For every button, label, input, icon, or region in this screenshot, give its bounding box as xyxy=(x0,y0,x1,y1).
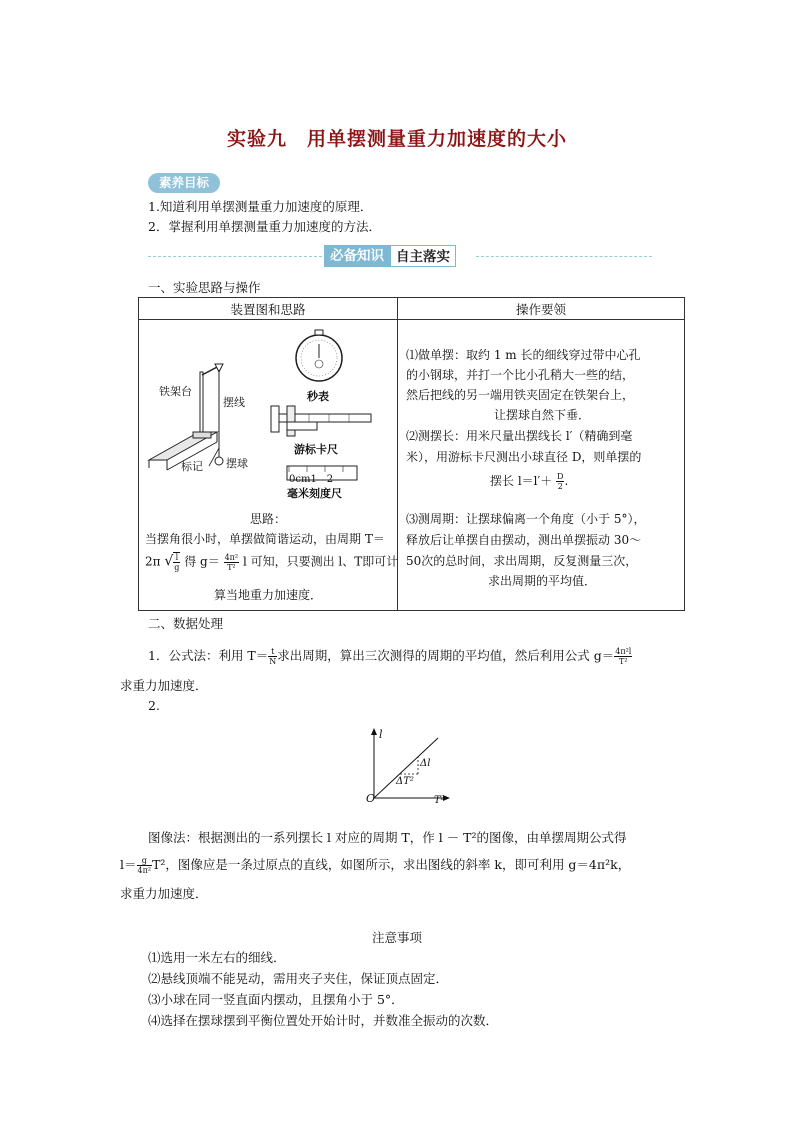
idea-line2: 2π √ $\frac{l}{g}$ 得 g＝ $\frac{\text{4π²}}{\text{T²}}$ l 可知，只要测出 l、T即可计 xyxy=(145,552,399,572)
op2-c-text: 摆长 l＝l′＋ xyxy=(490,474,553,488)
banner-rule-right xyxy=(476,256,652,257)
formula-a: 1．公式法：利用 T＝ xyxy=(148,648,269,663)
graph-text-3: 求重力加速度． xyxy=(120,886,208,901)
formula-b: 求出周期，算出三次测得的周期的平均值，然后利用公式 g＝ xyxy=(277,648,615,663)
op1-c: 然后把线的另一端用铁夹固定在铁架台上， xyxy=(406,388,635,402)
op3-a: ⑶测周期：让摆球偏离一个角度（小于 5°）， xyxy=(406,512,646,526)
section2-heading: 二、数据处理 xyxy=(148,616,224,631)
section-banner xyxy=(324,245,456,267)
graph-text-2 xyxy=(120,855,630,875)
idea-rad-d: g xyxy=(174,563,180,572)
label-ball: 摆球 xyxy=(226,457,248,470)
op2-a: ⑵测摆长：用米尺量出摆线长 l′（精确到毫 xyxy=(406,429,633,443)
apparatus-cell xyxy=(139,320,398,611)
graph-text-2b: T²，图像应是一条过原点的直线，如图所示，求出图线的斜率 k，即可利用 g＝4π²k， xyxy=(152,857,631,872)
banner-left: 必备知识 xyxy=(324,245,390,267)
idea-2pi: 2π xyxy=(145,554,161,569)
op2-c xyxy=(490,472,568,491)
op1-a: ⑴做单摆：取约 1 m 长的细线穿过带中心孔 xyxy=(406,348,641,362)
op2-frac-d: 2 xyxy=(557,482,563,491)
banner-right: 自主落实 xyxy=(390,245,456,267)
note-item: ⑵悬线顶端不能晃动，需用夹子夹住，保证顶点固定． xyxy=(148,971,449,986)
idea-rad-n: l xyxy=(173,553,180,563)
table-header: 装置图和思路 xyxy=(139,298,398,320)
goal-item: 1.知道利用单摆测量重力加速度的原理． xyxy=(148,199,373,214)
formula-c: 求重力加速度． xyxy=(120,678,208,693)
goals-badge: 素养目标 xyxy=(148,173,220,193)
label-stopwatch: 秒表 xyxy=(307,390,329,403)
idea-mid: 得 g＝ xyxy=(184,554,220,569)
op2-end: . xyxy=(564,474,569,488)
page-title: 实验九 用单摆测量重力加速度的大小 xyxy=(226,128,567,150)
formula-line xyxy=(148,646,632,666)
label-stand: 铁架台 xyxy=(159,385,192,398)
graph-dl-label: Δl xyxy=(420,758,431,769)
op1-d: 让摆球自然下垂． xyxy=(493,408,590,422)
label-string: 摆线 xyxy=(223,396,245,409)
idea-line1: 当摆角很小时，单摆做简谐运动，由周期 T＝ xyxy=(145,532,385,546)
idea-line3: 算当地重力加速度． xyxy=(213,588,322,602)
graph-text-1: 图像法：根据测出的一系列摆长 l 对应的周期 T，作 l － T²的图像，由单摆周期公式得 xyxy=(148,830,627,845)
note-item: ⑷选择在摆球摆到平衡位置处开始计时，并数准全振动的次数． xyxy=(148,1013,499,1028)
op2-frac-n: D xyxy=(557,472,564,481)
formula-frac2-n: 4π²l xyxy=(615,647,632,656)
item2-label: 2. xyxy=(148,698,160,713)
label-ruler: 毫米刻度尺 xyxy=(287,487,342,500)
graph-frac-d: 4π² xyxy=(137,866,152,875)
idea-frac-n: 4π² xyxy=(224,552,239,562)
graph-origin-label: O xyxy=(366,792,376,805)
op3-d: 求出周期的平均值． xyxy=(487,574,596,588)
op3-c: 50次的总时间，求出周期，反复测量三次， xyxy=(406,554,638,568)
label-ruler-cm: 0cm1 2 xyxy=(289,474,334,485)
formula-frac1-d: N xyxy=(269,657,277,666)
graph-y-label: l xyxy=(379,728,383,741)
banner-rule-left xyxy=(148,256,322,257)
operations-cell xyxy=(398,320,685,611)
idea-title: 思路： xyxy=(249,512,286,526)
table-header: 操作要领 xyxy=(398,298,685,320)
graph-x-label: T² xyxy=(434,795,445,806)
notes-heading: 注意事项 xyxy=(371,930,422,945)
op1-b: 的小钢球，并打一个比小孔稍大一些的结， xyxy=(406,368,635,382)
formula-frac2-d: T² xyxy=(619,657,628,666)
graph-text-2a: l＝ xyxy=(120,857,137,872)
apparatus-figure xyxy=(139,320,397,520)
label-mark: 标记 xyxy=(181,460,203,473)
formula-frac1-n: t xyxy=(268,647,277,657)
idea-end: l 可知，只要测出 l、T即可计 xyxy=(242,554,399,569)
experiment-table xyxy=(138,297,685,611)
note-item: ⑴选用一米左右的细线． xyxy=(148,950,286,965)
graph-frac-n: g xyxy=(137,856,153,866)
section1-heading: 一、实验思路与操作 xyxy=(148,280,261,295)
idea-frac-d: T² xyxy=(227,562,236,572)
goal-item: 2．掌握利用单摆测量重力加速度的方法． xyxy=(148,219,381,234)
graph-dt-label: ΔT² xyxy=(396,776,414,787)
note-item: ⑶小球在同一竖直面内摆动，且摆角小于 5°． xyxy=(148,992,404,1007)
label-caliper: 游标卡尺 xyxy=(294,443,338,456)
op2-b: 米），用游标卡尺测出小球直径 D，则单摆的 xyxy=(406,450,642,464)
op3-b: 释放后让单摆自由摆动，测出单摆振动 30～ xyxy=(406,533,642,547)
